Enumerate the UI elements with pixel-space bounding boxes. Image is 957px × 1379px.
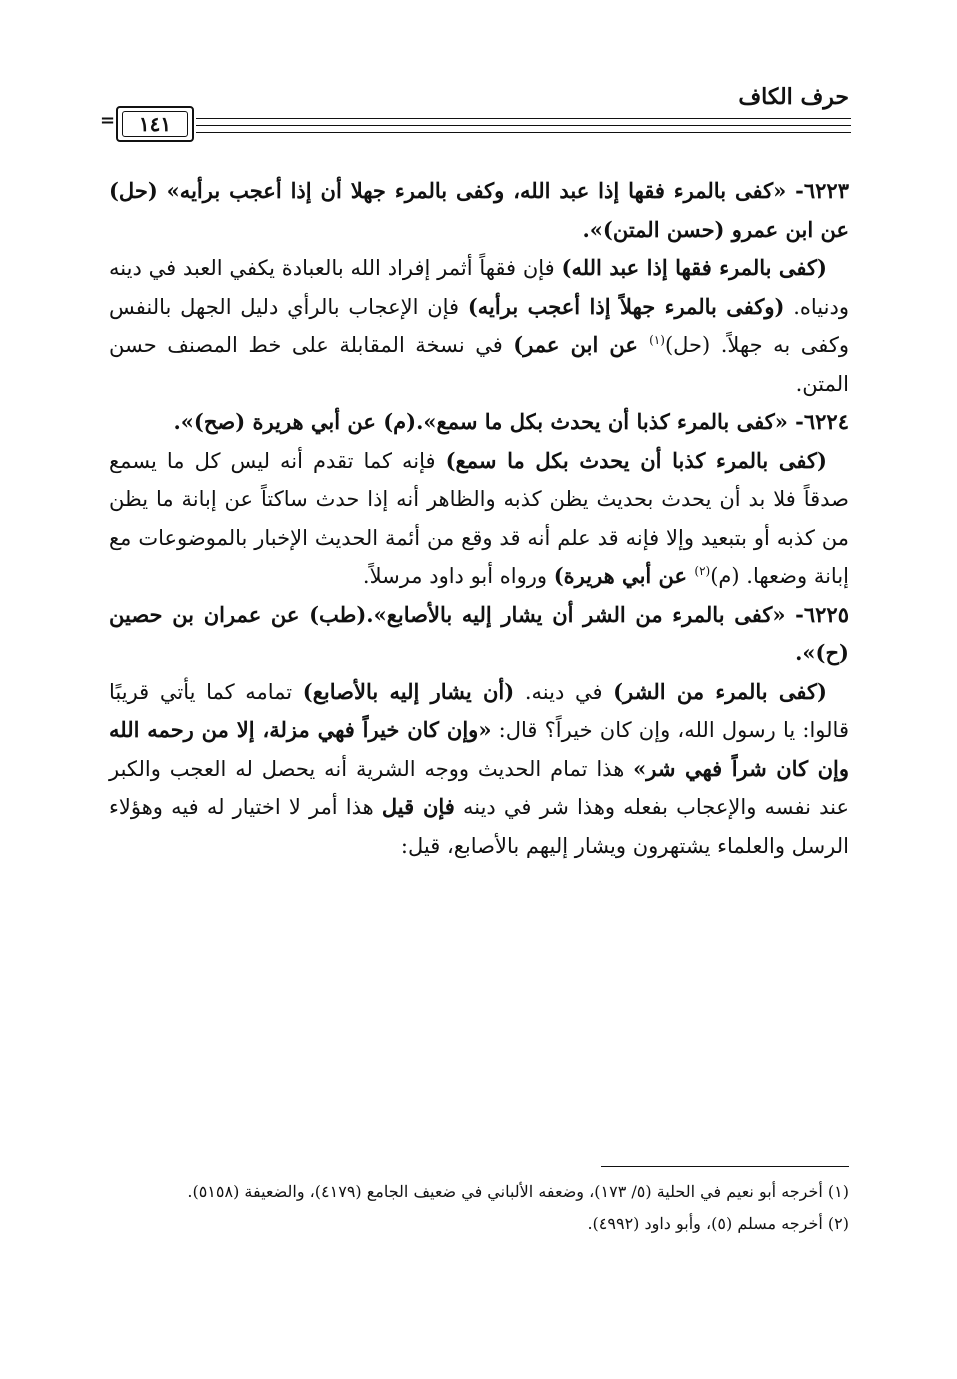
commentary-text: في نسخة المقابلة على خط المصنف حسن المتن. — [109, 333, 849, 396]
hadith-number: ٦٢٢٣- — [786, 178, 849, 203]
hadith-text: «كفى بالمرء من الشر أن يشار إليه بالأصابع».(طب) عن عمران بن حصين (ح)». — [109, 601, 849, 665]
running-title: حرف الكاف — [738, 84, 849, 110]
footnote-separator — [601, 1166, 849, 1167]
footnote-1: (١) أخرجه أبو نعيم في الحلية (٥/ ١٧٣)، وضعفه الألباني في ضعيف الجامع (٤١٧٩)، والضعيفة (٥١٥٨). — [187, 1182, 849, 1201]
hadith-6223 — [109, 172, 849, 249]
objection-marker: فإن قيل — [381, 794, 455, 819]
main-text — [109, 172, 849, 865]
commentary-text: فإنه كما تقدم أنه ليس كل ما يسمع صدقاً فلا بد أن يحدث بحديث يظن كذبه والظاهر أنه إذا حدث ساكتاً عن إبانة ما يظن من كذبه أو بتبعيد وإلا فإنه قد علم أنه قد وقع من أئمة الحديث الإخبار بالموضوعات مع إبانة وضعها. (م) — [109, 448, 849, 588]
quoted-phrase: (كفى بالمرء فقها إذا عبد الله) — [561, 255, 827, 280]
hadith-number: ٦٢٢٥- — [785, 601, 849, 627]
quoted-phrase: (وكفى بالمرء جهلاً إذا أعجب برأيه) — [467, 293, 785, 319]
header-rule-middle — [196, 125, 851, 126]
quoted-phrase: (كفى بالمرء من الشر) — [613, 678, 827, 704]
footnote-2: (٢) أخرجه مسلم (٥)، وأبو داود (٤٩٩٢). — [587, 1214, 849, 1233]
quoted-phrase: (أن يشار إليه بالأصابع) — [302, 678, 515, 704]
commentary-text: في دينه. — [514, 679, 614, 704]
commentary-6225 — [109, 673, 849, 866]
narrator: عن ابن عمر) — [513, 332, 650, 357]
commentary-text: فإن فقهاً أثمر إفراد الله بالعبادة يكفي العبد في دينه ودنياه. — [109, 256, 849, 319]
commentary-text: فإن الإعجاب بالرأي دليل الجهل بالنفس وكفى به جهلاً. — [109, 294, 850, 357]
source-code: (حل) — [664, 333, 711, 357]
commentary-text: ورواه أبو داود مرسلاً. — [362, 564, 554, 588]
narrator: عن أبي هريرة) — [553, 563, 695, 588]
footnote-ref-2[interactable]: (٢) — [694, 564, 711, 578]
commentary-text: هذا تمام الحديث ووجه الشرية أنه يحصل له العجب والكبر عند نفسه والإعجاب بفعله وهذا شر في دينه — [109, 756, 850, 819]
page-number: ١٤١ — [122, 111, 188, 137]
commentary-6223 — [109, 249, 849, 403]
footnotes — [109, 1178, 849, 1242]
hadith-6224 — [109, 403, 849, 442]
footnote-ref-1[interactable]: (١) — [649, 333, 665, 347]
commentary-6224 — [109, 442, 849, 596]
page-number-box — [116, 106, 194, 142]
hadith-6225 — [109, 596, 849, 673]
header-rule-bottom — [196, 132, 851, 133]
commentary-text: هذا أمر لا اختيار له فيه وهؤلاء الرسل والعلماء يشتهرون ويشار إليهم بالأصابع، قيل: — [109, 795, 849, 858]
header-rule-top — [196, 118, 851, 119]
hadith-text: «كفى بالمرء كذبا أن يحدث بكل ما سمع».(م) عن أبي هريرة (صح)». — [173, 409, 788, 434]
quoted-phrase: (كفى بالمرء كذبا أن يحدث بكل ما سمع) — [445, 447, 827, 473]
hadith-number: ٦٢٢٤- — [787, 409, 849, 434]
hadith-text: «كفى بالمرء فقها إذا عبد الله، وكفى بالمرء جهلا أن إذا أعجب برأيه» (حل) عن ابن عمرو (حسن المتن)». — [109, 178, 849, 242]
commentary-text: تمامه كما يأتي قريبًا قالوا: يا رسول الله، وإن كان خيراً؟ قال: — [109, 679, 849, 742]
header-ornament: = — [100, 110, 116, 131]
quoted-hadith: «وإن كان خيراً فهي مزلة، إلا من رحمه الله وإن كان شراً فهي شر» — [109, 717, 849, 781]
